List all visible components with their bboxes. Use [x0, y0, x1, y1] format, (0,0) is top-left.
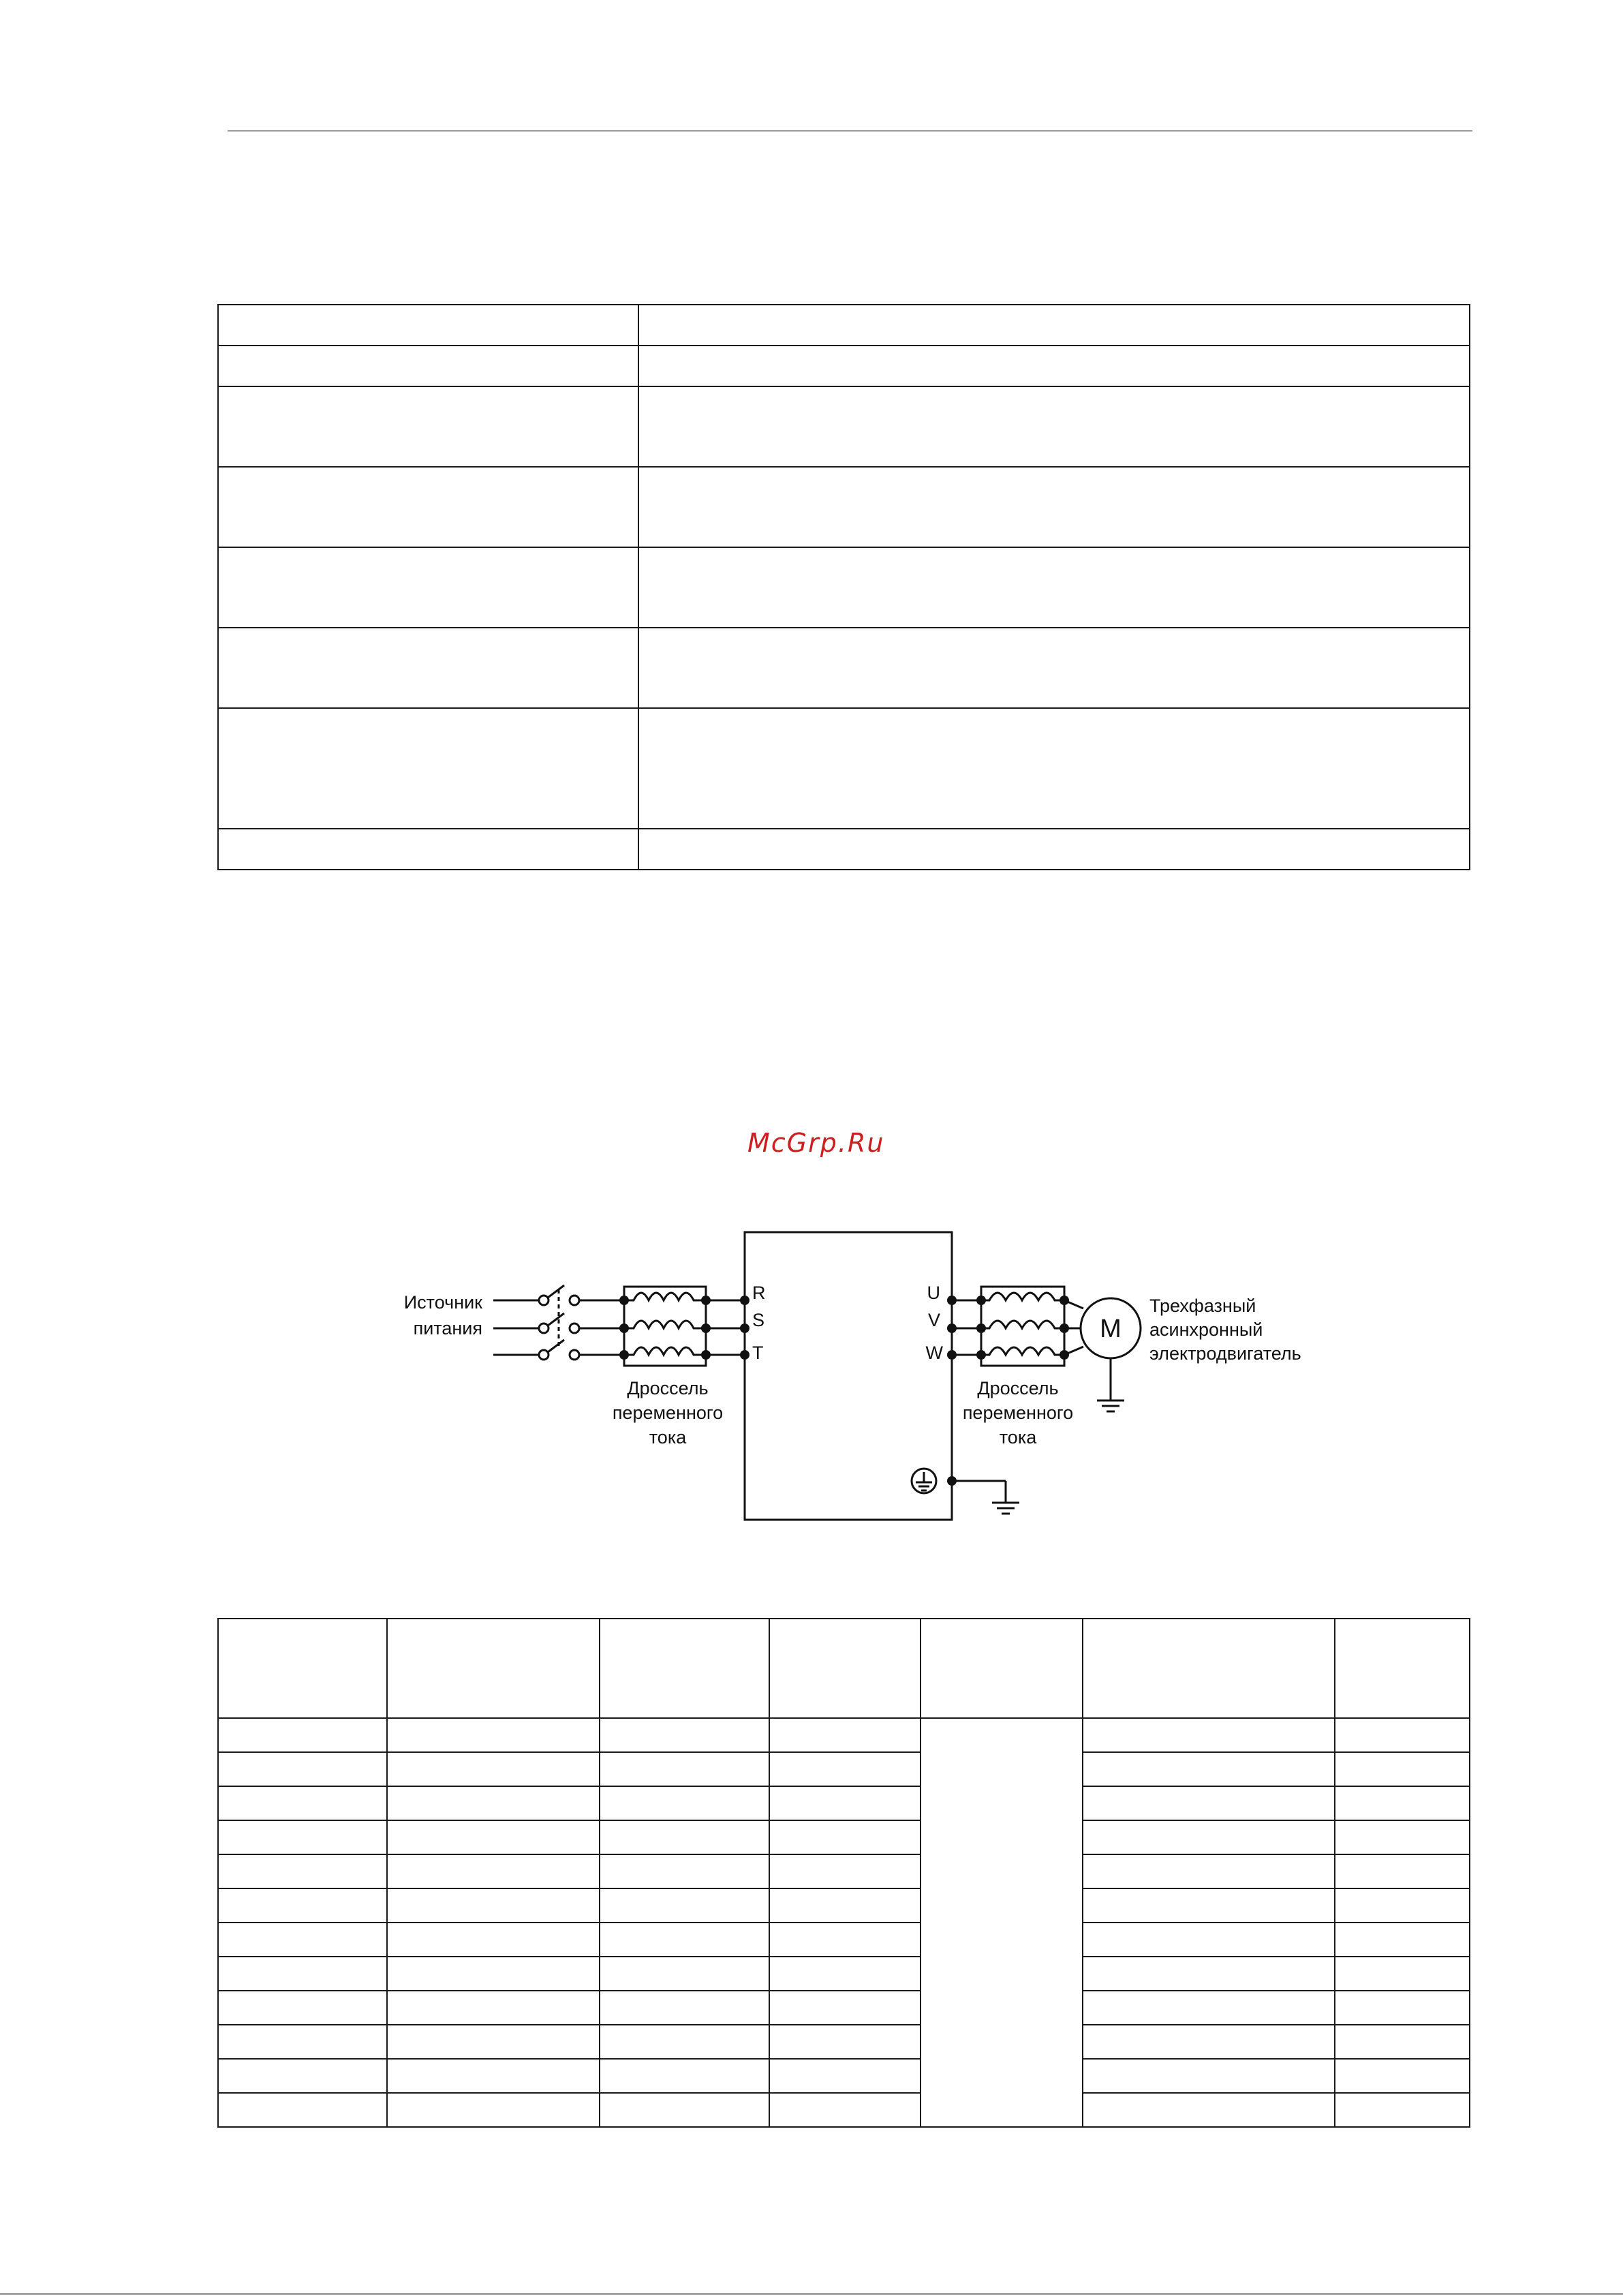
reactor-label: тока: [649, 1427, 687, 1448]
terminal-label: U: [927, 1283, 940, 1303]
table-row: [218, 1923, 1470, 1957]
source-label: Источник: [403, 1292, 482, 1313]
header-rule: [228, 130, 1472, 132]
switch-blade: [548, 1313, 564, 1326]
reactor-label: Дроссель: [977, 1378, 1059, 1398]
terminal-label: R: [752, 1283, 766, 1303]
table-row: [218, 1957, 1470, 1991]
table-row: [218, 1718, 1470, 1752]
switch-blade: [548, 1340, 564, 1352]
reactor-label: Дроссель: [627, 1378, 709, 1398]
table-row: [218, 386, 1470, 467]
table-row: [218, 346, 1470, 386]
table-row: [218, 2093, 1470, 2127]
reactor-label: переменного: [612, 1403, 724, 1423]
input-reactor-coil: [624, 1347, 706, 1355]
lower-table: [217, 1618, 1470, 2128]
table-row: [218, 1991, 1470, 2025]
terminal-label: W: [925, 1343, 943, 1363]
table-row: [218, 305, 1470, 346]
output-reactor-coil: [981, 1293, 1064, 1300]
table-row: [218, 1854, 1470, 1888]
table-row: [218, 467, 1470, 547]
table-row: [218, 2059, 1470, 2093]
switch-contact: [570, 1350, 579, 1360]
upper-table: [217, 304, 1470, 870]
table-header-row: [218, 1619, 1470, 1718]
watermark: McGrp.Ru: [747, 1128, 885, 1158]
table-row: [218, 1752, 1470, 1786]
wiring-diagram: [382, 1220, 1329, 1533]
switch-blade: [548, 1285, 564, 1298]
switch-contact: [539, 1296, 548, 1305]
table-row: [218, 829, 1470, 870]
output-reactor-coil: [981, 1347, 1064, 1355]
terminal-label: S: [752, 1310, 765, 1330]
table-row: [218, 547, 1470, 628]
source-label: питания: [413, 1318, 482, 1338]
motor-label: электродвигатель: [1149, 1343, 1301, 1364]
table-row: [218, 1820, 1470, 1854]
switch-contact: [570, 1296, 579, 1305]
output-reactor-coil: [981, 1321, 1064, 1328]
table-row: [218, 708, 1470, 829]
table-row: [218, 2025, 1470, 2059]
inverter-box: [745, 1232, 952, 1520]
footer-rule: [0, 2293, 1623, 2295]
input-reactor-coil: [624, 1321, 706, 1328]
motor-symbol-label: M: [1100, 1315, 1122, 1343]
switch-contact: [539, 1350, 548, 1360]
reactor-label: тока: [999, 1427, 1037, 1448]
table-row: [218, 1786, 1470, 1820]
switch-contact: [570, 1323, 579, 1333]
motor-label: Трехфазный: [1149, 1296, 1256, 1316]
switch-contact: [539, 1323, 548, 1333]
input-reactor-coil: [624, 1293, 706, 1300]
motor-label: асинхронный: [1149, 1319, 1263, 1340]
terminal-label: T: [752, 1343, 764, 1363]
terminal-label: V: [927, 1310, 940, 1330]
table-row: [218, 1888, 1470, 1923]
reactor-label: переменного: [962, 1403, 1074, 1423]
table-row: [218, 628, 1470, 708]
